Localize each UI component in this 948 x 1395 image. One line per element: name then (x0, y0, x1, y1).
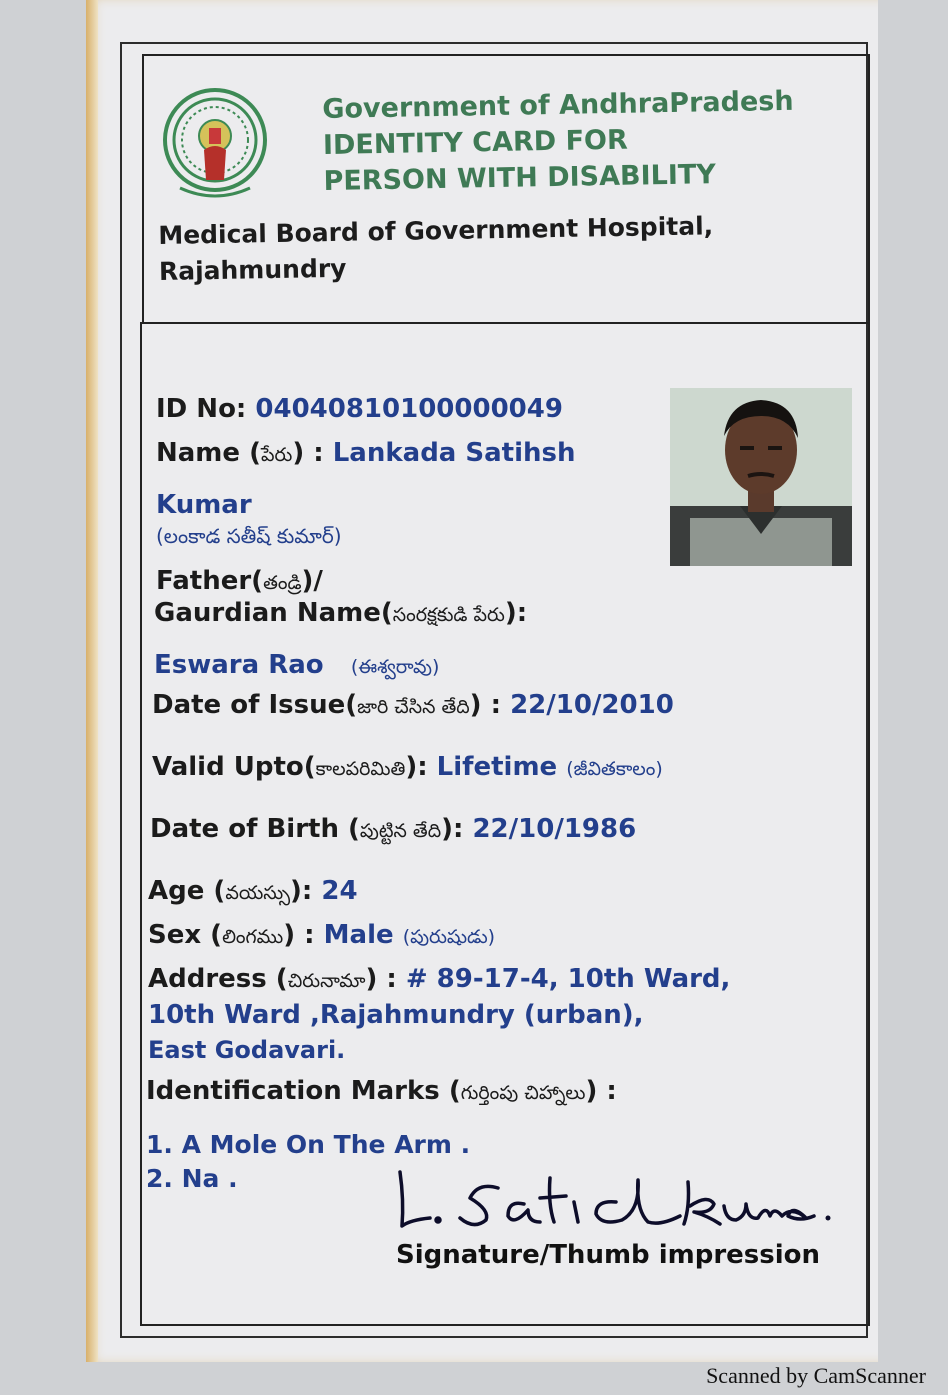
marks-label-telugu: గుర్తింపు చిహ్నాలు (460, 1082, 586, 1104)
sex-label: Sex ( (148, 920, 223, 950)
father-label: Father( (156, 566, 264, 596)
board-line1: Medical Board of Government Hospital, (158, 211, 714, 250)
marks-row (146, 1076, 617, 1109)
ap-emblem-icon (158, 88, 272, 202)
valid-value-telugu: (జీవితకాలం) (566, 758, 663, 780)
age-label: Age ( (148, 876, 226, 906)
address-label: Address ( (148, 964, 288, 994)
valid-label: Valid Upto( (152, 752, 316, 782)
father-value-row (154, 650, 439, 683)
age-row (148, 876, 358, 909)
age-label-telugu: వయస్సు (225, 882, 291, 904)
signature-caption: Signature/Thumb impression (396, 1240, 821, 1270)
father-row-2 (154, 598, 527, 631)
holder-photo (670, 388, 852, 566)
name-row (156, 438, 576, 471)
address-row (148, 964, 730, 997)
address-value-line1: # 89-17-4, 10th Ward, (405, 964, 731, 994)
issue-label-end: ) : (469, 690, 502, 720)
mark-1: 1. A Mole On The Arm . (146, 1130, 471, 1159)
sex-value: Male (323, 920, 394, 950)
header-title (322, 84, 795, 200)
age-value: 24 (321, 876, 358, 906)
marks-label-end: ) : (585, 1076, 617, 1106)
valid-row (152, 752, 663, 785)
guardian-label-telugu: సంరక్షకుడి పేరు (392, 604, 505, 626)
sex-label-telugu: లింగము (222, 926, 284, 948)
father-value-telugu: (ఈశ్వరావు) (350, 656, 440, 678)
id-label: ID No: (156, 394, 247, 424)
name-value-line2: Kumar (156, 490, 252, 520)
dob-label: Date of Birth ( (150, 814, 360, 844)
valid-value: Lifetime (436, 752, 558, 782)
card-edge (86, 0, 98, 1362)
address-value-line2: 10th Ward ,Rajahmundry (urban), (148, 1000, 644, 1030)
name-label: Name ( (156, 438, 261, 468)
address-label-telugu: చిరునామా (287, 970, 366, 992)
valid-label-telugu: కాలపరిమితి (315, 758, 406, 780)
guardian-label: Gaurdian Name( (154, 598, 393, 628)
id-row (156, 394, 563, 424)
issue-row (152, 690, 674, 723)
name-telugu: (లంకాడ సతీష్ కుమార్) (156, 524, 342, 548)
id-value: 04040810100000049 (255, 394, 563, 424)
dob-row (150, 814, 636, 847)
mark-2: 2. Na . (146, 1164, 238, 1193)
father-row-1 (156, 566, 323, 599)
valid-label-end: ): (405, 752, 428, 782)
age-label-end: ): (290, 876, 313, 906)
address-label-end: ) : (365, 964, 397, 994)
card-title-line2: PERSON WITH DISABILITY (323, 159, 717, 197)
marks-label: Identification Marks ( (146, 1076, 461, 1106)
name-label-end: ) : (292, 438, 324, 468)
gov-name: Government of AndhraPradesh (322, 85, 794, 125)
sex-value-telugu: (పురుషుడు) (402, 926, 496, 948)
sex-row (148, 920, 495, 953)
issue-value: 22/10/2010 (510, 690, 674, 720)
issue-label-telugu: జారి చేసిన తేది (357, 696, 470, 718)
father-label-telugu: తండ్రి (263, 572, 302, 594)
guardian-label-end: ): (504, 598, 528, 628)
medical-board (158, 208, 714, 290)
address-value-line3: East Godavari. (148, 1036, 346, 1064)
dob-label-telugu: పుట్టిన తేది (359, 820, 442, 842)
dob-label-end: ): (441, 814, 464, 844)
card-title-line1: IDENTITY CARD FOR (322, 124, 629, 161)
name-value-line1: Lankada Satihsh (332, 438, 576, 468)
issue-label: Date of Issue( (152, 690, 358, 720)
father-value: Eswara Rao (154, 650, 324, 680)
scanner-footer: Scanned by CamScanner (706, 1363, 926, 1388)
sex-label-end: ) : (283, 920, 315, 950)
dob-value: 22/10/1986 (472, 814, 637, 844)
father-label-end: )/ (301, 566, 323, 596)
signature-image (390, 1160, 840, 1240)
board-line2: Rajahmundry (158, 253, 347, 286)
name-label-telugu: పేరు (260, 444, 293, 466)
